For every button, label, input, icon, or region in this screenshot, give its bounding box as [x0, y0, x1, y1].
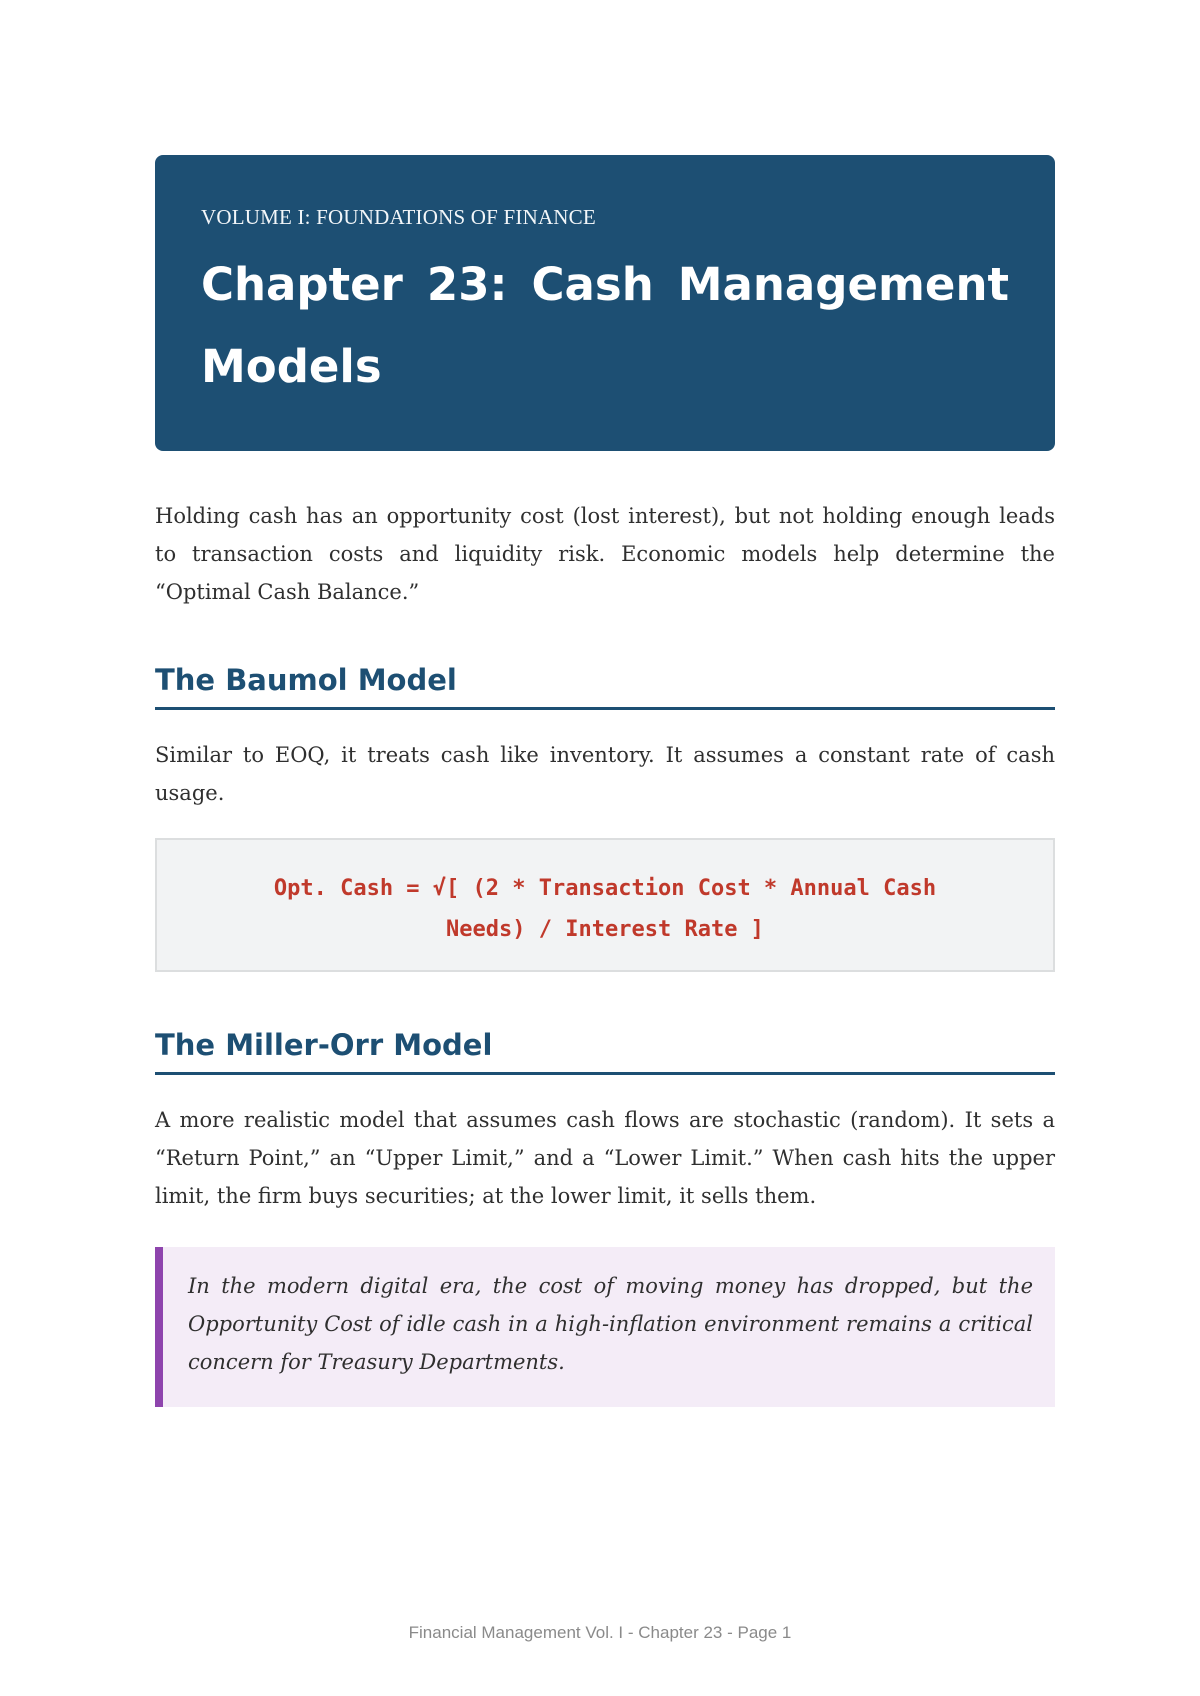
document-page: [155, 155, 1055, 1407]
formula-line-1: Opt. Cash = √[ (2 * Transaction Cost * Annual Cash: [273, 876, 937, 901]
miller-orr-paragraph: A more realistic model that assumes cash flows are stochastic (random). It sets a “Return Point,” an “Upper Limit,” and a “Lower Limit.” When cash hits the upper limit, the firm buys securities; at the lower limit, it sells them.: [155, 1108, 1055, 1208]
volume-label: VOLUME I: FOUNDATIONS OF FINANCE: [201, 205, 596, 229]
page-footer: Financial Management Vol. I - Chapter 23 - Page 1: [408, 1623, 792, 1642]
baumol-heading: The Baumol Model: [155, 663, 1055, 710]
chapter-banner: [155, 155, 1055, 451]
callout-note: In the modern digital era, the cost of moving money has dropped, but the Opportunity Cost of idle cash in a high-inflation environment remains a critical concern for Treasury Departments.: [155, 1247, 1055, 1407]
chapter-title-line-1: Chapter 23: Cash Management: [201, 258, 1009, 311]
miller-orr-heading: The Miller-Orr Model: [155, 1028, 1055, 1075]
baumol-formula-box: [155, 838, 1055, 972]
baumol-paragraph: Similar to EOQ, it treats cash like inventory. It assumes a constant rate of cash usage.: [155, 743, 1055, 805]
chapter-title-line-2: Models: [201, 340, 382, 393]
intro-paragraph: Holding cash has an opportunity cost (lost interest), but not holding enough leads to transaction costs and liquidity risk. Economic models help determine the “Optimal Cash Balance.”: [155, 504, 1055, 604]
formula-line-2: Needs) / Interest Rate ]: [446, 917, 764, 942]
chapter-title: [201, 244, 1009, 408]
